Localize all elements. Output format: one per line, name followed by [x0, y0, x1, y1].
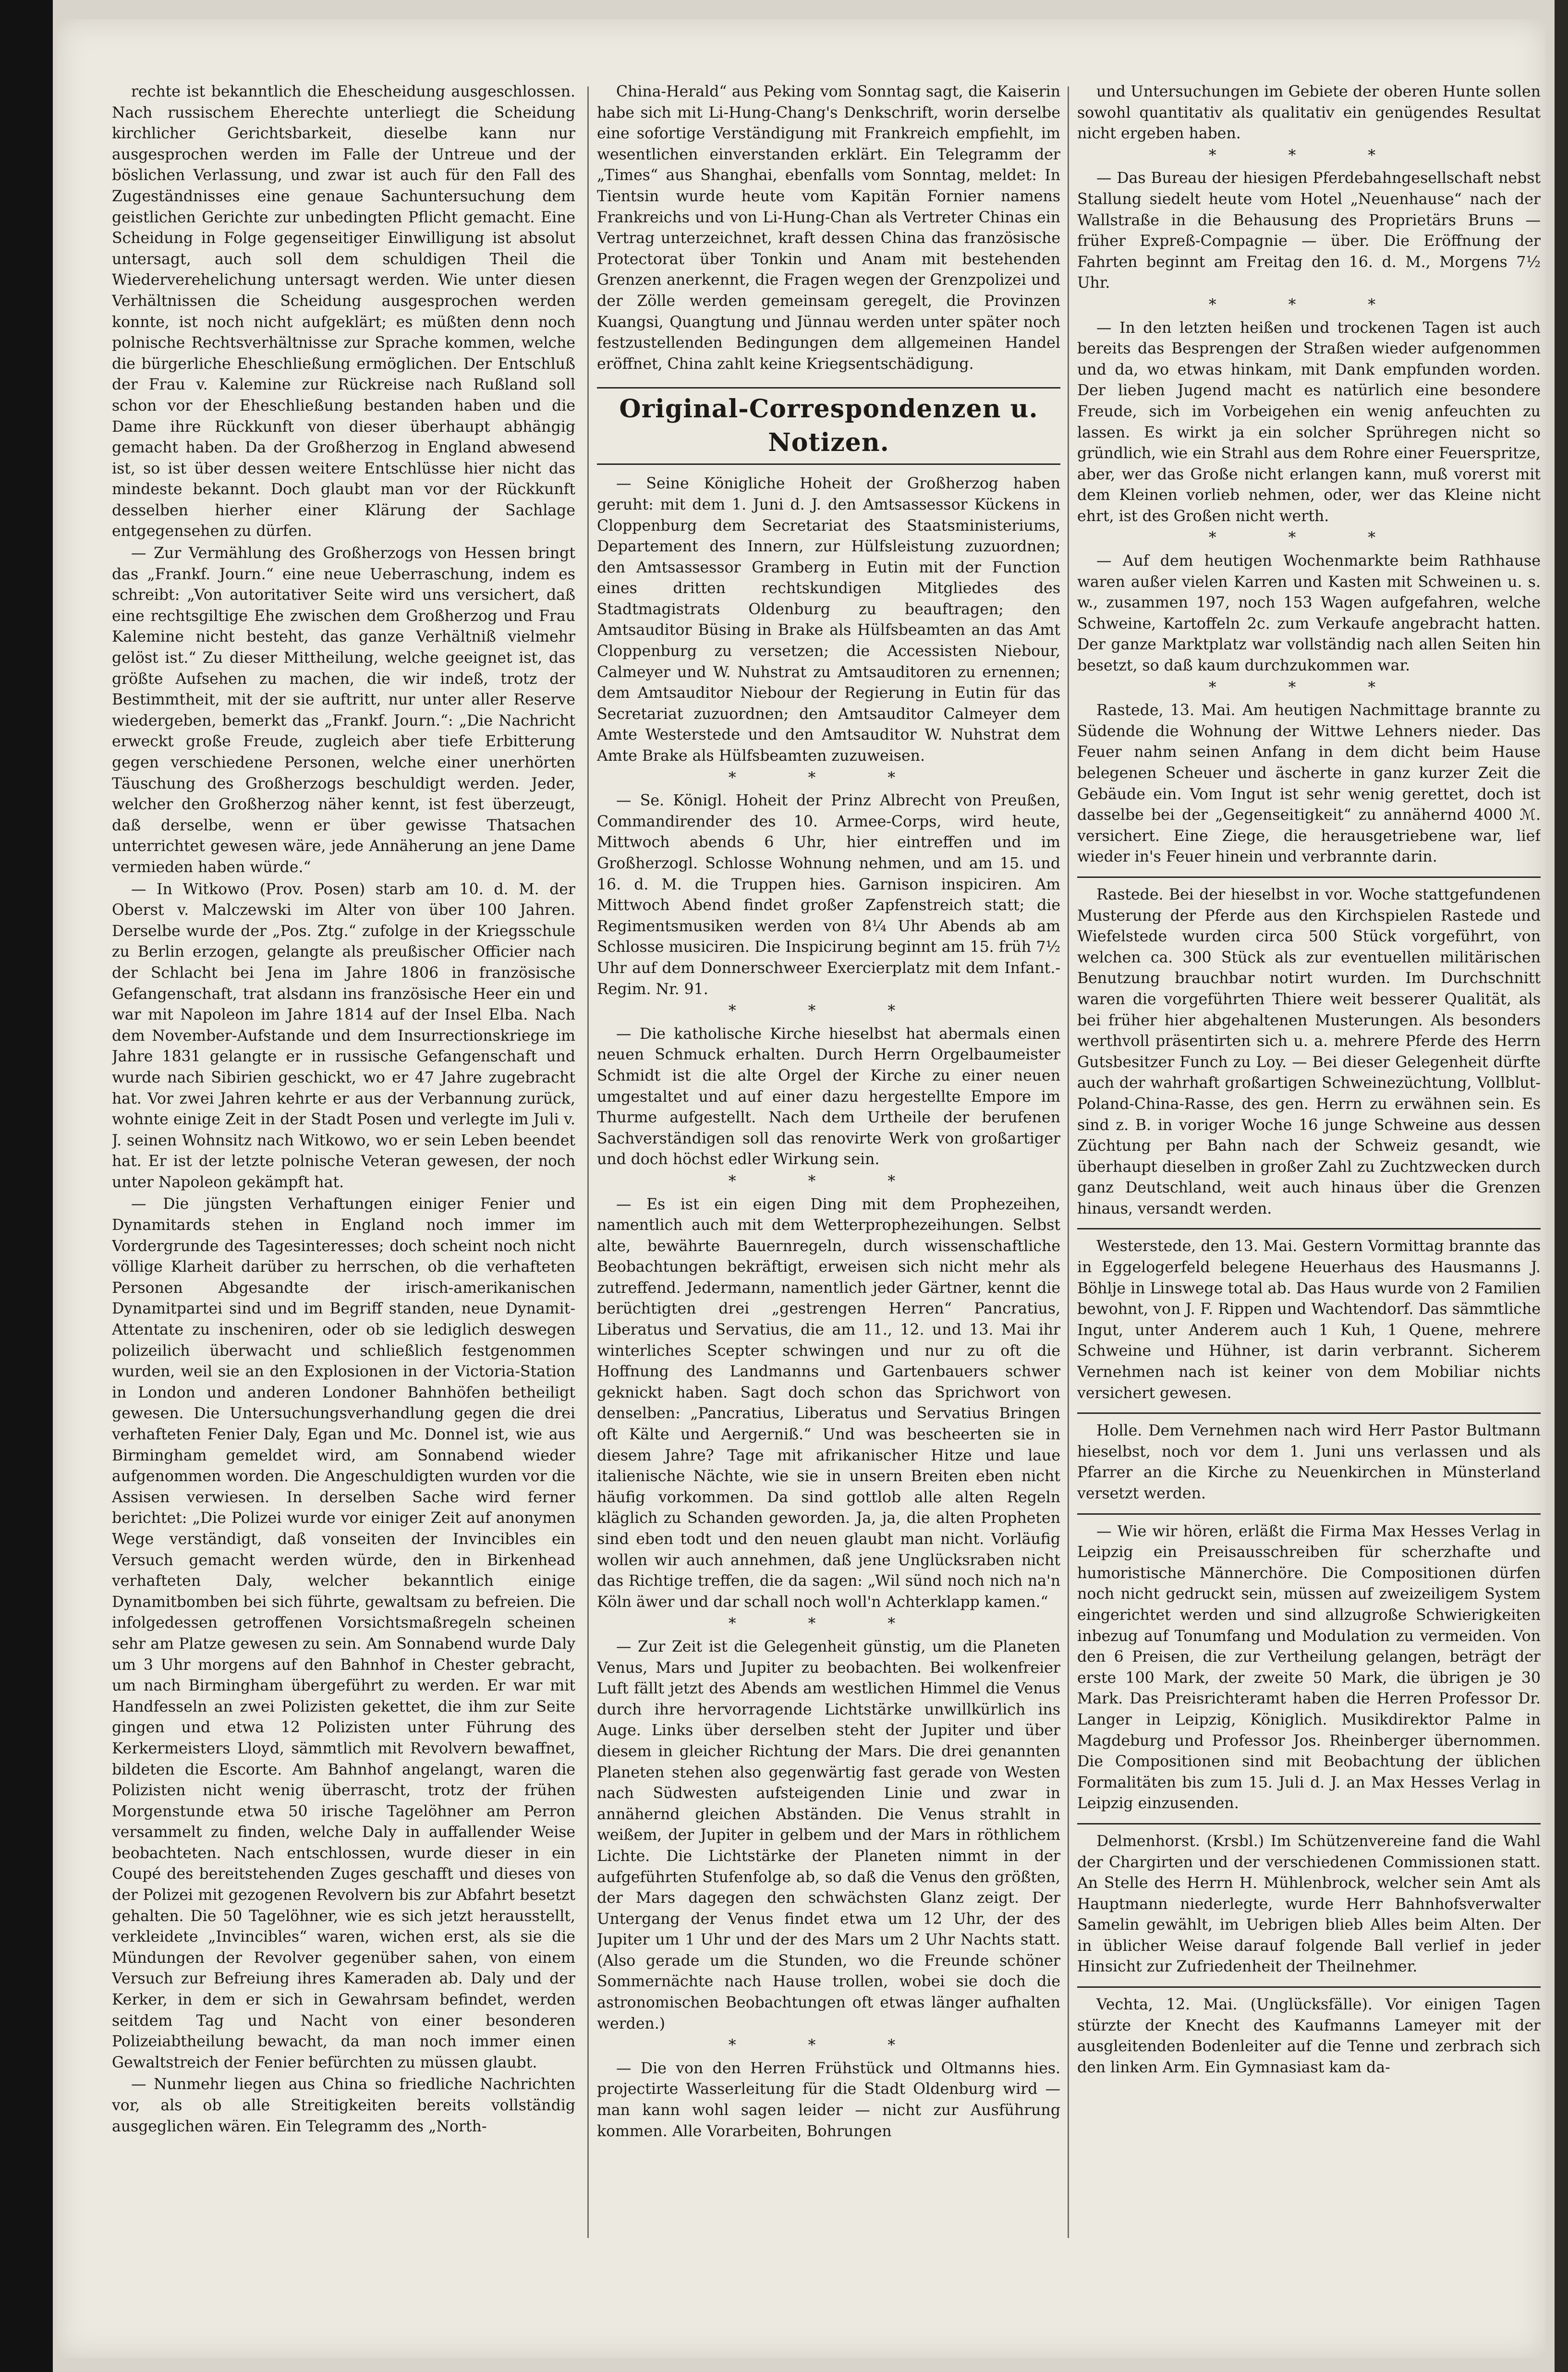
scan-left-edge	[0, 0, 53, 2372]
article-westerstede: Westerstede, den 13. Mai. Gestern Vormittag brannte das in Eggelogerfeld belegene Heuerhaus des Hausmanns J. Böhlje in Linswege total ab. Das Haus wurde von 2 Familien bewohnt, von J. F. Rippen und Wachtendorf. Das sämmtliche Ingut, unter Anderem auch 1 Kuh, 1 Quene, mehrere Schweine und Hühner, ist darin verbrannt. Sicherem Vernehmen nach ist keiner von dem Mobiliar nichts versichert gewesen.	[1077, 1238, 1541, 1402]
column-rule	[587, 86, 589, 2238]
article-hessen-marriage: — Zur Vermählung des Großherzogs von Hessen bringt das „Frankf. Journ.“ eine neue Ueberraschung, indem es schreibt: „Von autoritativer Seite wird uns versichert, daß eine rechtsgiltige Ehe zwischen dem Großherzog und Frau Kalemine nicht besteht, das ganze Verhältniß vielmehr gelöst ist.“ Zu dieser Mittheilung, welche geeignet ist, das größte Aufsehen zu machen, die wir indeß, trotz der Bestimmtheit, mit der sie auftritt, nur unter aller Reserve wiedergeben, bemerkt das „Frankf. Journ.“: „Die Nachricht erweckt große Freude, zugleich aber tiefe Erbitterung gegen verschiedene Personen, welche einer unerhörten Täuschung des Großherzogs beschuldigt werden. Jeder, welcher den Großherzog näher kennt, ist fest überzeugt, daß derselbe, wenn er über gewisse Thatsachen unterrichtet gewesen wäre, jede Annäherung an jene Dame vermieden haben würde.“	[112, 545, 575, 876]
article-wetterpropheten: — Es ist ein eigen Ding mit dem Prophezeihen, namentlich auch mit dem Wetterprophezeihungen. Selbst alte, bewährte Bauernregeln, durch wissenschaftliche Beobachtungen bekräftigt, erweisen sich nicht mehr als zutreffend. Jedermann, namentlich jeder Gärtner, kennt die berüchtigten drei „gestrengen Herren“ Pancratius, Liberatus und Servatius, die am 11., 12. und 13. Mai ihr winterliches Scepter schwingen und nur zu oft die Hoffnung des Landmanns und Gartenbauers schwer geknickt haben. Sagt doch schon das Sprichwort von denselben: „Pancratius, Liberatus und Servatius Bringen oft Kälte und Aergerniß.“ Und was bescheerten sie in diesem Jahre? Tage mit afrikanischer Hitze und laue italienische Nächte, wie sie in unsern Breiten eben nicht häufig vorkommen. Da sind gottlob alle alten Regeln kläglich zu Schanden geworden. Ja, ja, die alten Propheten sind eben todt und den neuen glaubt man nicht. Vorläufig wollen wir auch annehmen, daß jene Unglücksraben nicht das Richtige treffen, die da sagen: „Wil sünd noch nich na'n Köln äwer und dar schall noch woll'n Achterklapp kamen.“	[597, 1195, 1060, 1611]
article-delmenhorst: Delmenhorst. (Krsbl.) Im Schützenvereine fand die Wahl der Chargirten und der verschiedenen Commissionen statt. An Stelle des Herrn H. Mühlenbrock, welcher sein Amt als Hauptmann niederlegte, wurde Herr Bahnhofsverwalter Samelin gewählt, im Uebrigen blieb Alles beim Alten. Der in üblicher Weise darauf folgende Ball verlief in jeder Hinsicht zur Zufriedenheit der Theilnehmer.	[1077, 1832, 1541, 1976]
section-heading: Original-Correspondenzen u. Notizen.	[597, 387, 1060, 465]
separator-stars: * * *	[1208, 679, 1410, 696]
separator-stars: * * *	[728, 1172, 929, 1190]
article-besprengen: — In den letzten heißen und trockenen Tagen ist auch bereits das Besprengen der Straßen wieder aufgenommen und da, wo etwas hinkam, mit Dank empfunden worden. Der lieben Jugend macht es natürlich eine besondere Freude, sich im Vorbeigehen ein wenig anfeuchten zu lassen. Es wirkt ja ein solcher Sprühregen nicht so gründlich, wie ein Strahl aus dem Rohre einer Feuerspritze, aber, wer das Große nicht erlangen kann, muß vorerst mit dem Kleinen vorlieb nehmen, oder, wer das Kleine nicht ehrt, ist des Großen nicht werth.	[1077, 319, 1541, 525]
separator-stars: * * *	[728, 769, 929, 787]
scan-right-edge	[1555, 0, 1568, 2372]
article-wochenmarkt: — Auf dem heutigen Wochenmarkte beim Rathhause waren außer vielen Karren und Kasten mit Schweinen u. s. w., zusammen 197, noch 153 Wagen aufgefahren, welche Schweine, Kartoffeln 2c. zum Verkaufe angebracht hatten. Der ganze Marktplatz war vollständig nach allen Seiten hin besetzt, so daß kaum durchzukommen war.	[1077, 552, 1541, 675]
separator-rule	[1077, 1412, 1541, 1414]
separator-stars: * * *	[1208, 146, 1410, 164]
separator-stars: * * *	[1208, 296, 1410, 314]
article-fenians-england: — Die jüngsten Verhaftungen einiger Fenier und Dynamitards stehen in England noch immer im Vordergrunde des Tagesinteresses; doch scheint noch nicht völlige Klarheit darüber zu herrschen, ob die verhafteten Personen Abgesandte der irisch-amerikanischen Dynamitpartei sind und im Begriff standen, neue Dynamit-Attentate zu inscheniren, oder ob sie lediglich deswegen polizeilich überwacht und schließlich festgenommen wurden, weil sie an den Explosionen in der Victoria-Station in London und anderen Londoner Bahnhöfen betheiligt gewesen. Die Untersuchungsverhandlung gegen die drei verhafteten Fenier Daly, Egan und Mc. Donnel ist, wie aus Birmingham gemeldet wird, am Sonnabend wieder aufgenommen worden. Die Angeschuldigten wurden vor die Assisen verwiesen. In derselben Sache wird ferner berichtet: „Die Polizei wurde vor einiger Zeit auf anonymen Wege verständigt, daß vonseiten der Invincibles ein Versuch gemacht werden würde, den in Birkenhead verhafteten Daly, welcher bekanntlich einige Dynamitbomben bei sich führte, gewaltsam zu befreien. Die infolgedessen getroffenen Vorsichtsmaßregeln scheinen sehr am Platze gewesen zu sein. Am Sonnabend wurde Daly um 3 Uhr morgens auf den Bahnhof in Chester gebracht, um nach Birmingham übergeführt zu werden. Er war mit Handfesseln an zwei Polizisten gekettet, die ihm zur Seite gingen und etwa 12 Polizisten unter Führung des Kerkermeisters Lloyd, sämmtlich mit Revolvern bewaffnet, bildeten die Escorte. Am Bahnhof angelangt, waren die Polizisten nicht wenig überrascht, trotz der frühen Morgenstunde etwa 50 irische Tagelöhner am Perron versammelt zu finden, welche Daly in auffallender Weise beobachteten. Nach entschlossen, wurde dieser in ein Coupé des bereitstehenden Zuges geschafft und dieses von der Polizei mit gezogenen Revolvern bis zur Abfahrt besetzt gehalten. Die 50 Tagelöhner, wie es sich jetzt herausstellt, verkleidete „Invincibles“ waren, wichen erst, als sie die Mündungen der Revolver gegenüber sahen, von einem Versuch zur Befreiung ihres Kameraden ab. Daly und der Kerker, in dem er sich in Gewahrsam befindet, werden seitdem Tag und Nacht von einer besonderen Polizeiabtheilung bewacht, da man noch immer einen Gewaltstreich der Fenier befürchten zu müssen glaubt.	[112, 1195, 575, 2071]
separator-stars: * * *	[728, 1615, 929, 1633]
separator-rule	[1077, 1986, 1541, 1988]
article-hunte-cont: und Untersuchungen im Gebiete der oberen Hunte sollen sowohl quantitativ als qualitativ ein genügendes Resultat nicht ergeben haben.	[1077, 83, 1541, 143]
article-vechta: Vechta, 12. Mai. (Unglücksfälle). Vor einigen Tagen stürzte der Knecht des Kaufmanns Lameyer mit der ausgleitenden Bodenleiter auf die Tenne und zerbrach sich den linken Arm. Ein Gymnasiast kam da-	[1077, 1996, 1541, 2076]
article-prinz-albrecht: — Se. Königl. Hoheit der Prinz Albrecht von Preußen, Commandirender des 10. Armee-Corps, wird heute, Mittwoch abends 6 Uhr, hier eintreffen und im Großherzogl. Schlosse Wohnung nehmen, und am 15. und 16. d. M. die Truppen hies. Garnison inspiciren. Am Mittwoch Abend findet großer Zapfenstreich statt; die Regimentsmusiken werden von 8¼ Uhr Abends ab am Schlosse musiciren. Die Inspicirung beginnt am 15. früh 7½ Uhr auf dem Donnerschweer Exercierplatz mit dem Infant.-Regim. Nr. 91.	[597, 792, 1060, 998]
article-rastede-brand: Rastede, 13. Mai. Am heutigen Nachmittage brannte zu Südende die Wohnung der Wittwe Lehners nieder. Das Feuer nahm seinen Anfang in dem dicht beim Hause belegenen Scheuer und äscherte in ganz kurzer Zeit die Gebäude ein. Vom Ingut ist sehr wenig gerettet, doch ist dasselbe bei der „Gegenseitigkeit“ zu annähernd 4000 ℳ. versichert. Eine Ziege, die herausgetriebene war, lief wieder in's Feuer hinein und verbrannte darin.	[1077, 702, 1541, 866]
article-china-cont: China-Herald“ aus Peking vom Sonntag sagt, die Kaiserin habe sich mit Li-Hung-Chang's Denkschrift, worin derselbe eine sofortige Verständigung mit Frankreich empfiehlt, im wesentlichen einverstanden erklärt. Ein Telegramm der „Times“ aus Shanghai, ebenfalls vom Sonntag, meldet: In Tientsin wurde heute vom Kapitän Fornier namens Frankreichs und von Li-Hung-Chan als Vertreter Chinas ein Vertrag unterzeichnet, kraft dessen China das französische Protectorat über Tonkin und Anam mit bestehenden Grenzen anerkennt, die Fragen wegen der Grenzpolizei und der Zölle werden gemeinsam geregelt, die Provinzen Kuangsi, Quangtung und Jünnau werden unter später noch festzustellenden Bedingungen dem allgemeinen Handel eröffnet, China zahlt keine Kriegsentschädigung.	[597, 83, 1060, 373]
article-pferdebahn: — Das Bureau der hiesigen Pferdebahngesellschaft nebst Stallung siedelt heute vom Hotel „Neuenhause“ nach der Wallstraße in die Behausung des Proprietärs Bruns — früher Expreß-Compagnie — über. Die Eröffnung der Fahrten beginnt am Freitag den 16. d. M., Morgens 7½ Uhr.	[1077, 170, 1541, 292]
separator-stars: * * *	[1208, 529, 1410, 547]
separator-rule	[1077, 1823, 1541, 1825]
column-3	[1077, 82, 1541, 2243]
article-grossherzog: — Seine Königliche Hoheit der Großherzog haben geruht: mit dem 1. Juni d. J. den Amtsassessor Kückens in Cloppenburg dem Secretariat des Staatsministeriums, Departement des Innern, zur Hülfsleistung zuzuordnen; den Amtsassessor Gramberg in Eutin mit der Function eines dritten rechtskundigen Mitgliedes des Stadtmagistrats Oldenburg zu beauftragen; den Amtsauditor Büsing in Brake als Hülfsbeamten an das Amt Cloppenburg zu versetzen; die Accessisten Niebour, Calmeyer und W. Nuhstrat zu Amtsauditoren zu ernennen; dem Amtsauditor Niebour der Regierung in Eutin für das Secretariat zuzuordnen; den Amtsauditor Calmeyer dem Amte Westerstede und den Amtsauditor W. Nuhstrat dem Amte Brake als Hülfsbeamten zuzuweisen.	[597, 475, 1060, 765]
separator-stars: * * *	[728, 1002, 929, 1020]
article-preisausschreiben: — Wie wir hören, erläßt die Firma Max Hesses Verlag in Leipzig ein Preisausschreiben für scherzhafte und humoristische Männerchöre. Die Compositionen dürfen noch nicht gedruckt sein, müssen auf zweizeiligem System eingerichtet werden und sind allzugroße Schwierigkeiten inbezug auf Tonumfang und Modulation zu vermeiden. Von den 6 Preisen, die zur Vertheilung gelangen, beträgt der erste 100 Mark, der zweite 50 Mark, die übrigen je 30 Mark. Das Preisrichteramt haben die Herren Professor Dr. Langer in Leipzig, Königlich. Musikdirektor Palme in Magdeburg und Professor Jos. Rheinberger übernommen. Die Compositionen sind mit Beobachtung der üblichen Formalitäten bis zum 15. Juli d. J. an Max Hesses Verlag in Leipzig einzusenden.	[1077, 1522, 1541, 1812]
article-divorce-law: rechte ist bekanntlich die Ehescheidung ausgeschlossen. Nach russischem Eherechte unterliegt die Scheidung kirchlicher Gerichtsbarkeit, dieselbe kann nur ausgesprochen werden im Falle der Untreue und der böslichen Verlassung, und zwar ist auch für den Fall des Zugeständnisses eine genaue Sachuntersuchung dem geistlichen Gerichte zur unbedingten Pflicht gemacht. Eine Scheidung in Folge gegenseitiger Einwilligung ist absolut untersagt, auch soll dem schuldigen Theil die Wiederverehelichung untersagt werden. Wie unter diesen Verhältnissen die Scheidung ausgesprochen werden konnte, ist noch nicht aufgeklärt; es müßten denn noch polnische Rechtsverhältnisse zur Sprache kommen, welche die bürgerliche Eheschließung ermöglichen. Der Entschluß der Frau v. Kalemine zur Rückreise nach Rußland soll schon vor der Eheschließung bestanden haben und die Dame ihre Rückkunft von dieser überhaupt abhängig gemacht haben. Da der Großherzog in England abwesend ist, so ist über dessen weitere Entschlüsse hier nicht das mindeste bekannt. Doch glaubt man vor der Rückkunft desselben hierher einer Klärung der Sachlage entgegensehen zu dürfen.	[112, 83, 575, 540]
separator-rule	[1077, 876, 1541, 878]
column-1	[112, 82, 575, 2243]
column-rule	[1068, 86, 1069, 2238]
article-holle: Holle. Dem Vernehmen nach wird Herr Pastor Bultmann hieselbst, noch vor dem 1. Juni uns verlassen und als Pfarrer an die Kirche zu Neuenkirchen in Münsterland versetzt werden.	[1077, 1422, 1541, 1502]
article-rastede-musterung: Rastede. Bei der hieselbst in vor. Woche stattgefundenen Musterung der Pferde aus den Kirchspielen Rastede und Wiefelstede wurden circa 500 Stück vorgeführt, von welchen ca. 300 Stück als zur eventuellen militärischen Benutzung brauchbar notirt wurden. Im Durchschnitt waren die vorgeführten Thiere weit besserer Qualität, als bei früher hier abgehaltenen Musterungen. Als besonders werthvoll präsentirten sich u. a. mehrere Pferde des Herrn Gutsbesitzer Funch zu Loy. — Bei dieser Gelegenheit dürfte auch der wahrhaft großartigen Schweinezüchtung, Vollblut-Poland-China-Rasse, des gen. Herrn zu erwähnen sein. Es sind z. B. in voriger Woche 16 junge Schweine aus dessen Züchtung per Bahn nach der Schweiz gesandt, wie überhaupt dieselben in großer Zahl zu Zuchtzwecken durch ganz Deutschland, weit auch hinaus über die Grenzen hinaus, versandt werden.	[1077, 886, 1541, 1217]
article-wasserleitung: — Die von den Herren Frühstück und Oltmanns hies. projectirte Wasserleitung für die Stadt Oldenburg wird — man kann wohl sagen leider — nicht zur Ausführung kommen. Alle Vorarbeiten, Bohrungen	[597, 2059, 1060, 2140]
separator-stars: * * *	[728, 2037, 929, 2055]
article-malczewski: — In Witkowo (Prov. Posen) starb am 10. d. M. der Oberst v. Malczewski im Alter von über 100 Jahren. Derselbe wurde der „Pos. Ztg.“ zufolge in der Kriegsschule zu Berlin erzogen, gelangte als preußischer Officier nach der Schlacht bei Jena im Jahre 1806 in französische Gefangenschaft, trat alsdann ins französische Heer ein und war mit Napoleon im Jahre 1814 auf der Insel Elba. Nach dem November-Aufstande und dem Insurrectionskriege im Jahre 1831 gelangte er in russische Gefangenschaft und wurde nach Sibirien geschickt, wo er 47 Jahre zugebracht hat. Vor zwei Jahren kehrte er aus der Verbannung zurück, wohnte einige Zeit in der Stadt Posen und verlegte im Juli v. J. seinen Wohnsitz nach Witkowo, wo er sein Leben beendet hat. Er ist der letzte polnische Veteran gewesen, der noch unter Napoleon gekämpft hat.	[112, 880, 575, 1191]
article-planeten: — Zur Zeit ist die Gelegenheit günstig, um die Planeten Venus, Mars und Jupiter zu beobachten. Bei wolkenfreier Luft fällt jetzt des Abends am westlichen Himmel die Venus durch ihre hervorragende Lichtstärke unwillkürlich ins Auge. Links über derselben steht der Jupiter und über diesem in gleicher Richtung der Mars. Die drei genannten Planeten stehen also gegenwärtig fast gerade von Westen nach Südwesten aufsteigenden Linie und zwar in annähernd gleichen Abständen. Die Venus strahlt in weißem, der Jupiter in gelbem und der Mars in röthlichem Lichte. Die Lichtstärke der Planeten nimmt in der aufgeführten Stufenfolge ab, so daß die Venus den größten, der Mars dagegen den schwächsten Glanz zeigt. Der Untergang der Venus findet etwa um 12 Uhr, der des Jupiter um 1 Uhr und der des Mars um 2 Uhr Nachts statt. (Also gerade um die Stunden, wo die Freunde schöner Sommernächte nach Hause trollen, wobei sie doch die astronomischen Beobachtungen oft etwas länger aufhalten werden.)	[597, 1638, 1060, 2032]
newspaper-page	[57, 19, 1545, 2358]
article-china-begin: — Nunmehr liegen aus China so friedliche Nachrichten vor, als ob alle Streitigkeiten bereits vollständig ausgeglichen wären. Ein Telegramm des „North-	[112, 2076, 575, 2135]
separator-rule	[1077, 1228, 1541, 1229]
column-2	[597, 82, 1060, 2243]
article-katholische-kirche: — Die katholische Kirche hieselbst hat abermals einen neuen Schmuck erhalten. Durch Herrn Orgelbaumeister Schmidt ist die alte Orgel der Kirche zu einer neuen umgestaltet und auf einer dazu hergestellte Empore im Thurme aufgestellt. Nach dem Urtheile der berufenen Sachverständigen soll das renovirte Werk von großartiger und doch höchst edler Wirkung sein.	[597, 1025, 1060, 1168]
separator-rule	[1077, 1513, 1541, 1515]
